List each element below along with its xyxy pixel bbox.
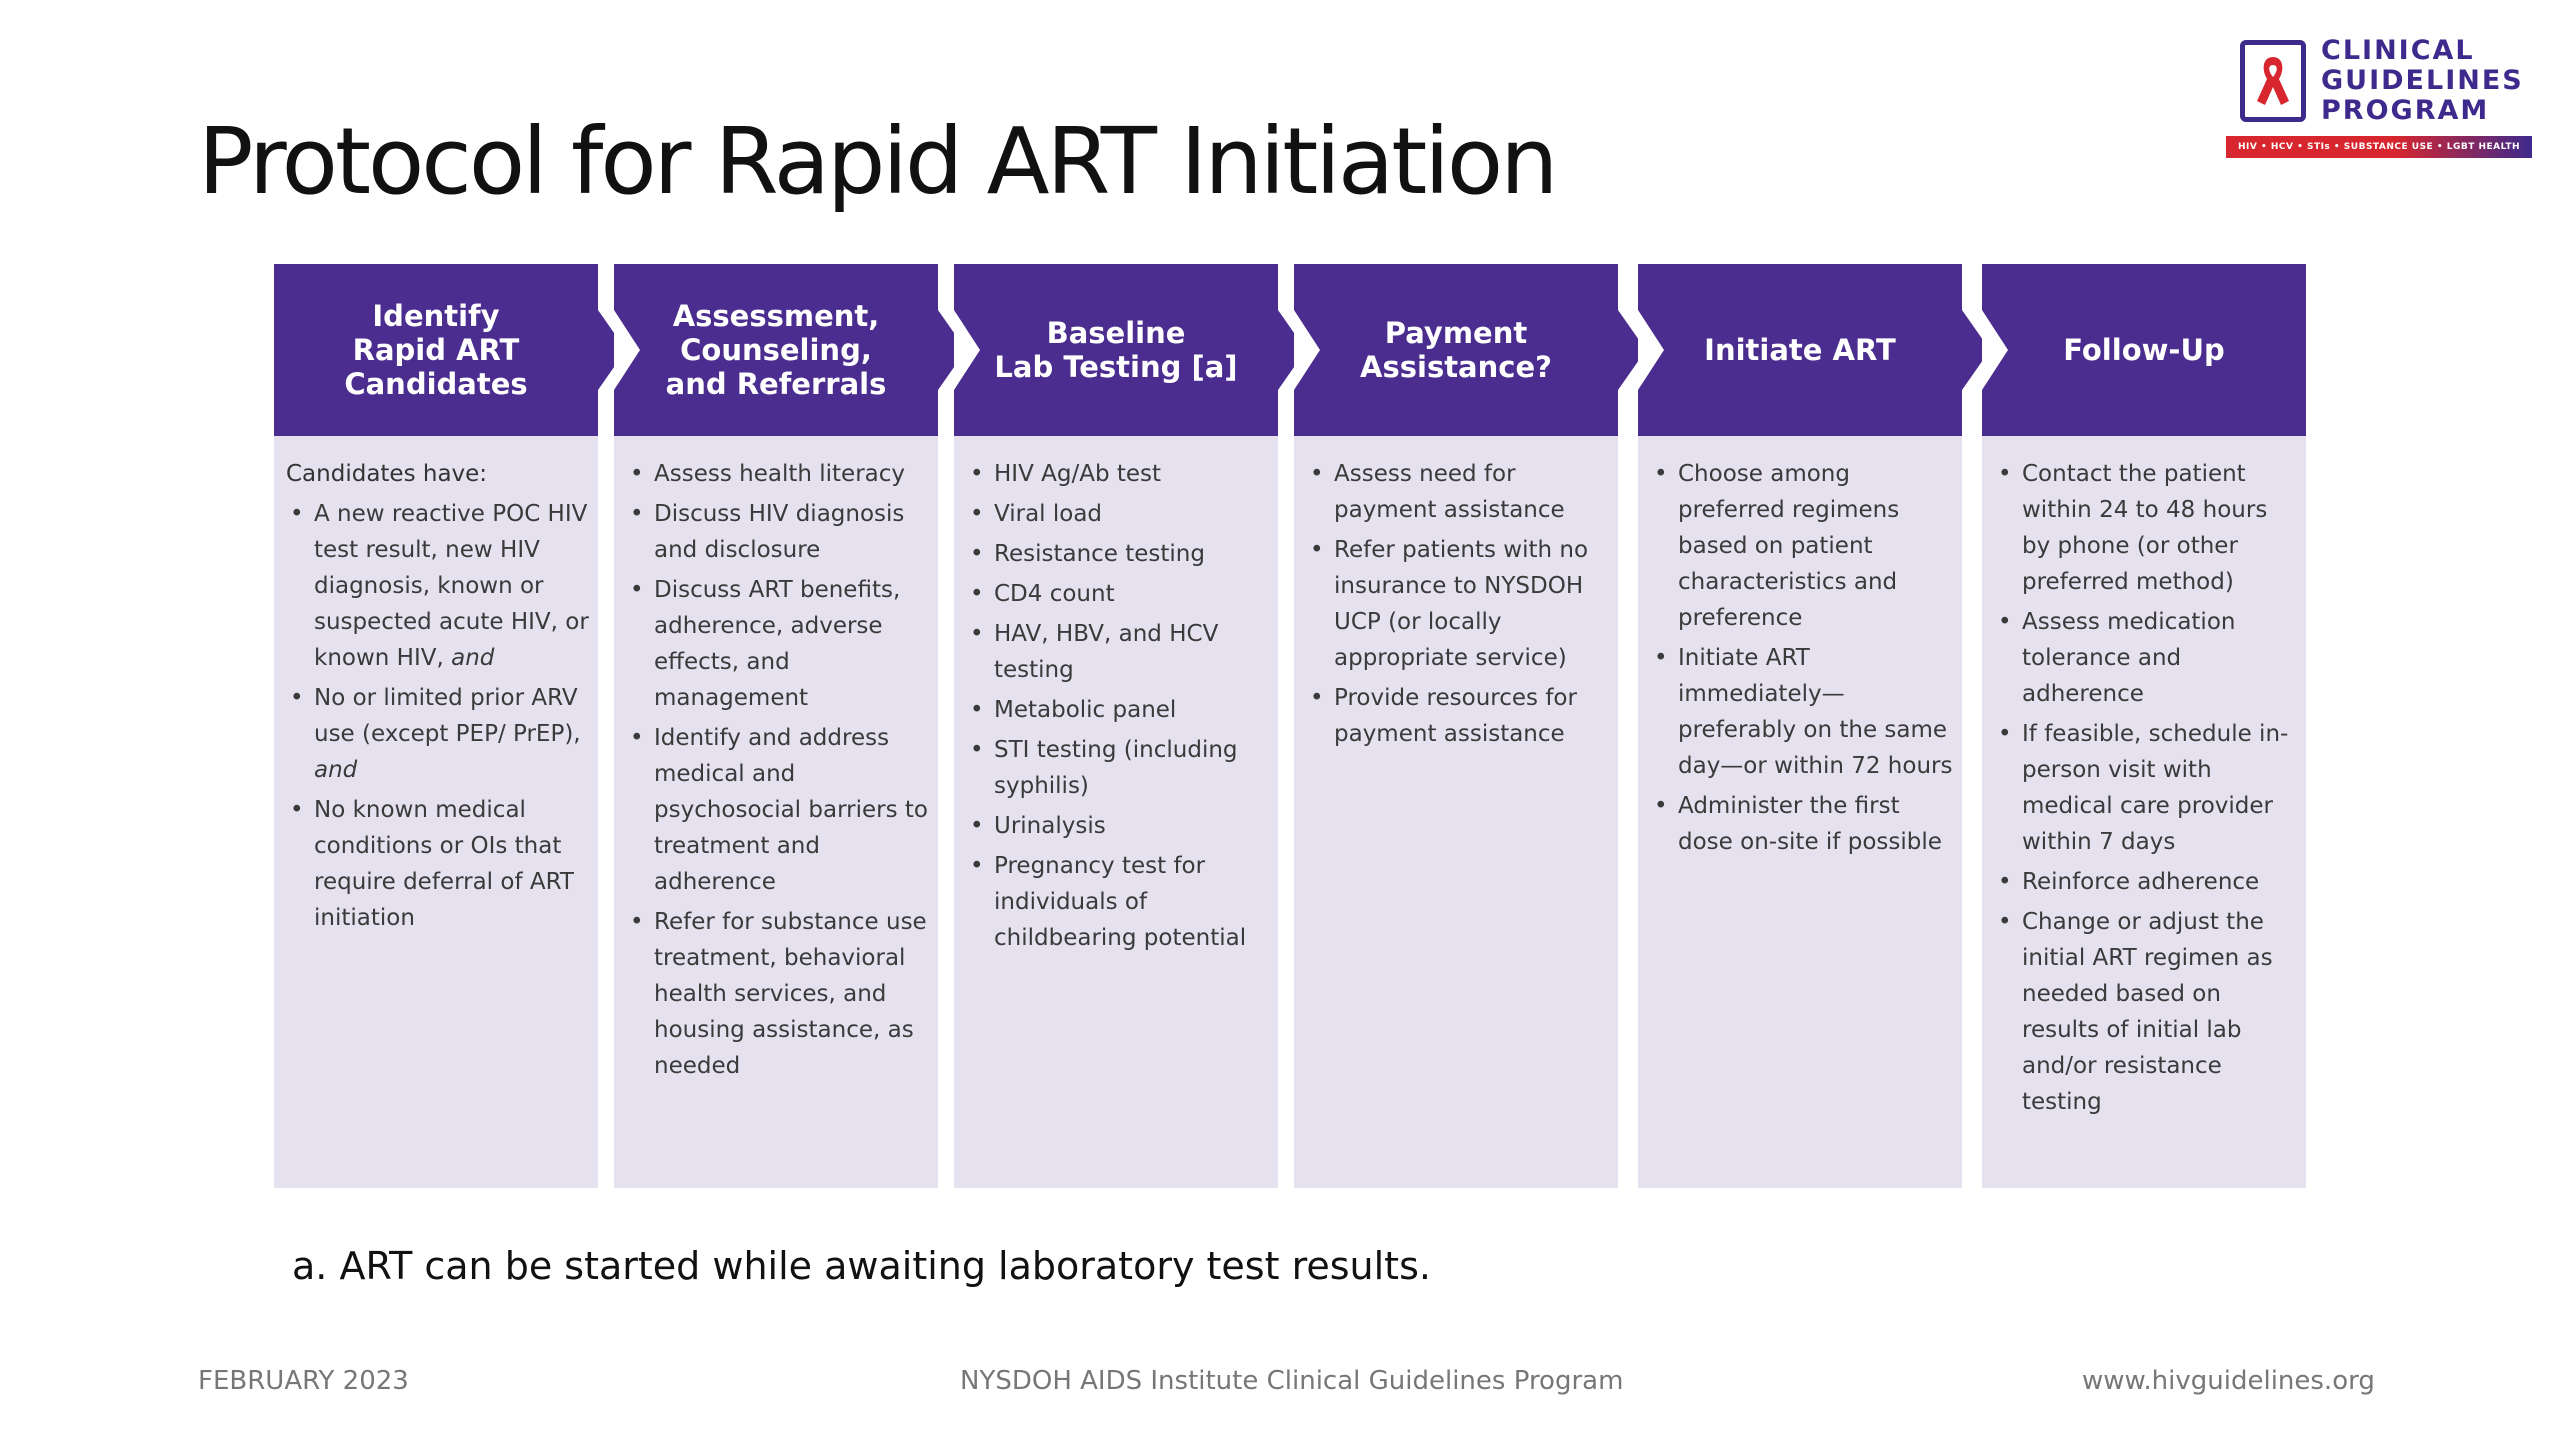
step-heading: Payment Assistance? [1360,316,1552,384]
footer-date: FEBRUARY 2023 [198,1366,409,1396]
list-item: • Urinalysis [966,808,1272,844]
list-item: • Pregnancy test for individuals of childbearing potential [966,848,1272,956]
step-list [626,456,932,1084]
list-item: • Discuss ART benefits, adherence, adverse effects, and management [626,572,932,716]
list-item: • CD4 count [966,576,1272,612]
step-heading: Initiate ART [1704,333,1896,367]
list-item: • Resistance testing [966,536,1272,572]
step-content [1650,456,1956,864]
step-heading: Follow-Up [2063,333,2225,367]
step-identify-candidates [274,264,598,1188]
list-item: • Refer for substance use treatment, behavioral health services, and housing assistance, as needed [626,904,932,1084]
logo-wordmark [2321,36,2524,126]
step-heading: Baseline Lab Testing [a] [994,316,1238,384]
protocol-flow [274,264,2306,1188]
list-item: • Change or adjust the initial ART regimen as needed based on results of initial lab and/or resistance testing [1994,904,2300,1120]
step-heading: Identify Rapid ART Candidates [344,299,528,401]
step-content [1306,456,1612,756]
step-initiate-art [1638,264,1962,1188]
step-lead: Candidates have: [286,461,488,487]
step-baseline-lab-testing [954,264,1278,1188]
list-item: • Administer the first dose on-site if possible [1650,788,1956,860]
list-item: • No or limited prior ARV use (except PEP/ PrEP), and [286,680,592,788]
logo-line-3: PROGRAM [2321,95,2490,126]
step-list [1994,456,2300,1120]
step-content [286,456,592,940]
footer-website-link[interactable]: www.hivguidelines.org [2082,1366,2375,1396]
footer-organization: NYSDOH AIDS Institute Clinical Guidelines Program [960,1366,1624,1396]
list-item: • Identify and address medical and psychosocial barriers to treatment and adherence [626,720,932,900]
step-header [1638,264,1962,436]
list-item: • Assess health literacy [626,456,932,492]
step-content [1994,456,2300,1124]
list-item: • HAV, HBV, and HCV testing [966,616,1272,688]
list-item: • Metabolic panel [966,692,1272,728]
clinical-guidelines-logo [2226,36,2536,162]
step-list [1306,456,1612,752]
step-header [274,264,598,436]
logo-tagline-bar: HIV • HCV • STIs • SUBSTANCE USE • LGBT HEALTH [2226,136,2532,158]
step-header [614,264,938,436]
list-item: • STI testing (including syphilis) [966,732,1272,804]
list-item: • If feasible, schedule in-person visit with medical care provider within 7 days [1994,716,2300,860]
list-item: • A new reactive POC HIV test result, new HIV diagnosis, known or suspected acute HIV, or known HIV, and [286,496,592,676]
red-ribbon-icon [2253,53,2293,109]
step-header [954,264,1278,436]
list-item: • Discuss HIV diagnosis and disclosure [626,496,932,568]
list-item: • Reinforce adherence [1994,864,2300,900]
logo-line-1: CLINICAL [2321,35,2475,66]
list-item: • Viral load [966,496,1272,532]
list-item: • Assess medication tolerance and adherence [1994,604,2300,712]
list-item: • Provide resources for payment assistance [1306,680,1612,752]
logo-badge [2240,40,2306,122]
step-header [1294,264,1618,436]
step-list [966,456,1272,956]
list-item: • Contact the patient within 24 to 48 hours by phone (or other preferred method) [1994,456,2300,600]
page-title: Protocol for Rapid ART Initiation [198,108,1556,215]
step-heading: Assessment, Counseling, and Referrals [665,299,887,401]
list-item: • No known medical conditions or OIs that require deferral of ART initiation [286,792,592,936]
list-item: • Assess need for payment assistance [1306,456,1612,528]
step-payment-assistance [1294,264,1618,1188]
logo-line-2: GUIDELINES [2321,65,2524,96]
step-follow-up [1982,264,2306,1188]
step-list [1650,456,1956,860]
step-assessment-counseling [614,264,938,1188]
footnote: a. ART can be started while awaiting laboratory test results. [292,1244,1431,1288]
step-content [626,456,932,1088]
step-list [286,496,592,936]
list-item: • Choose among preferred regimens based on patient characteristics and preference [1650,456,1956,636]
step-header [1982,264,2306,436]
list-item: • Initiate ART immediately—preferably on the same day—or within 72 hours [1650,640,1956,784]
list-item: • HIV Ag/Ab test [966,456,1272,492]
list-item: • Refer patients with no insurance to NYSDOH UCP (or locally appropriate service) [1306,532,1612,676]
step-content [966,456,1272,960]
